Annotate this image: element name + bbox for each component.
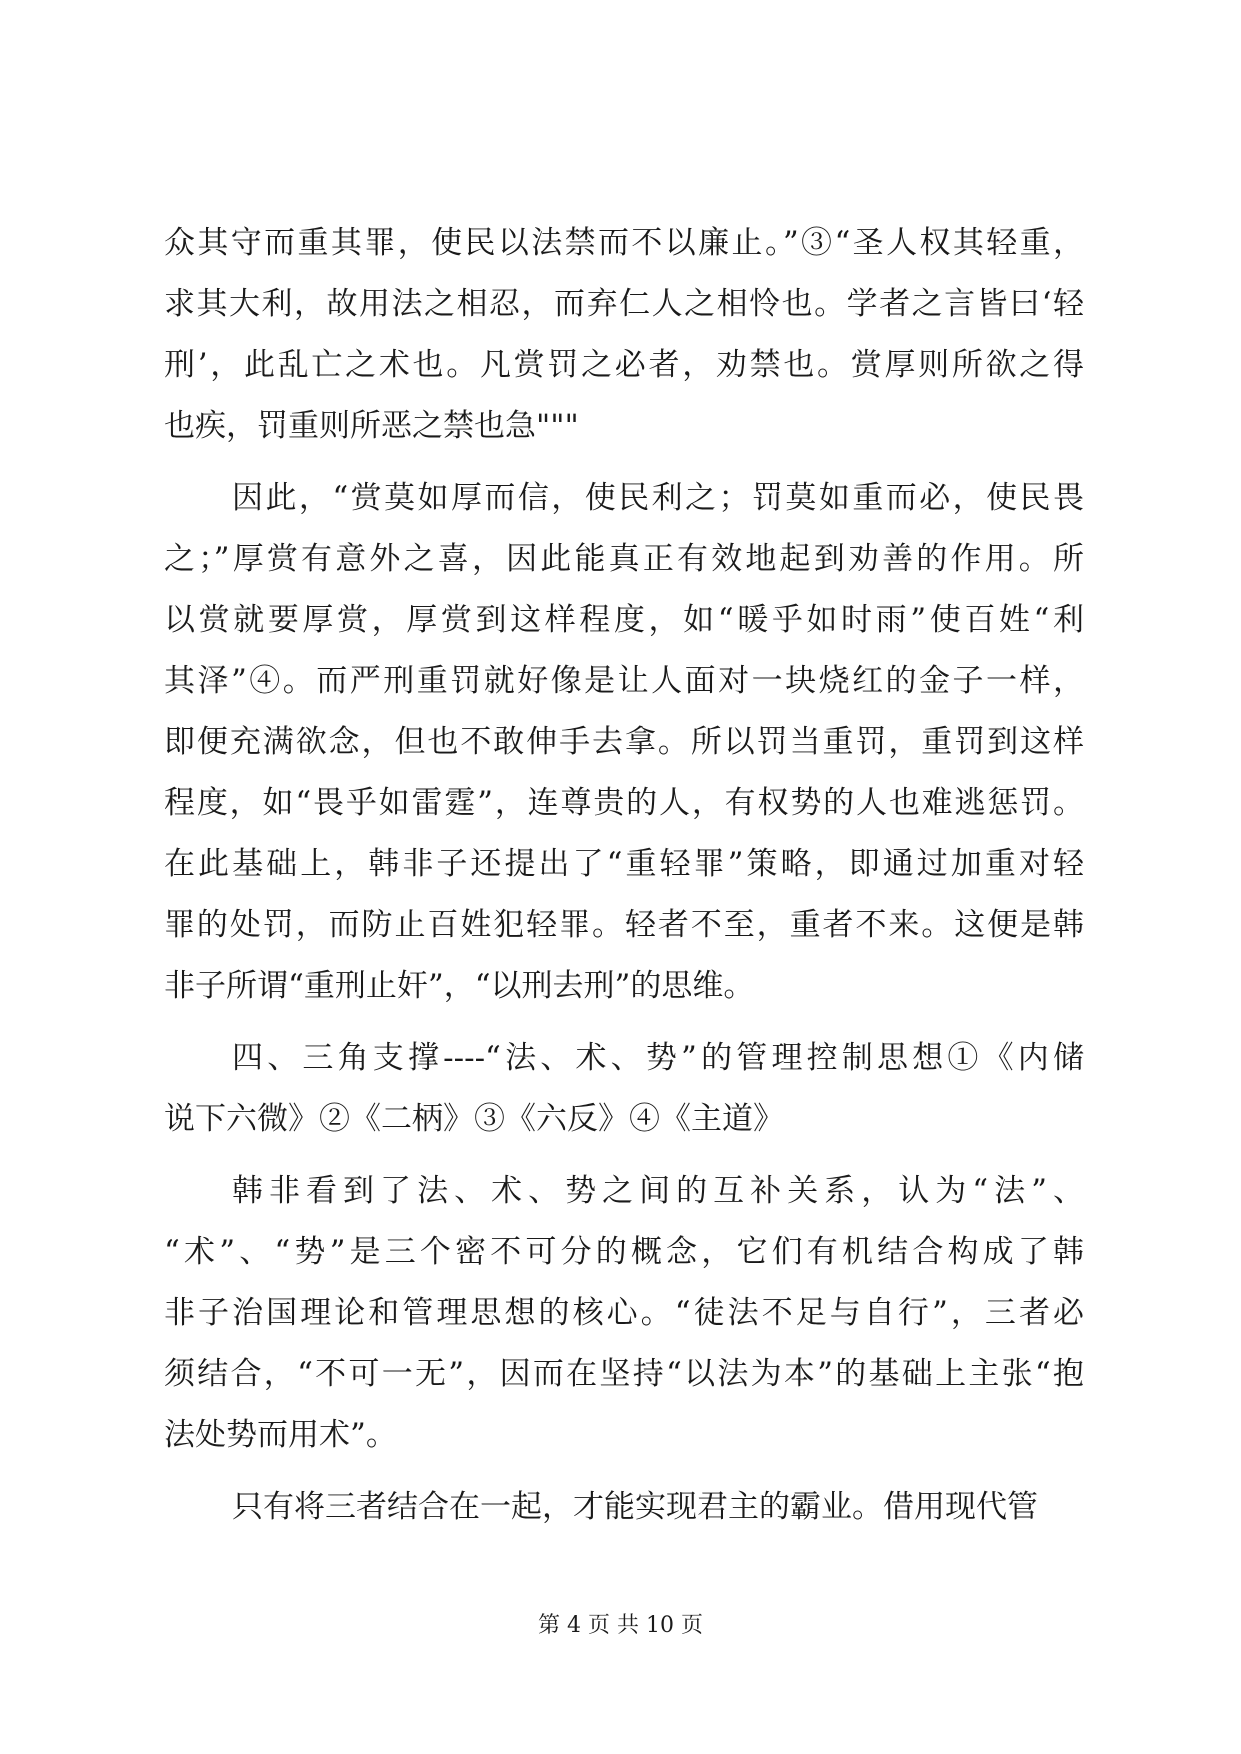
text-line: 只有将三者结合在一起，才能实现君主的霸业。借用现代管 — [232, 1489, 1038, 1525]
text-line: 韩非看到了法、术、势之间的互补关系，认为“法”、 — [232, 1173, 1084, 1209]
text-line: “术”、“势”是三个密不可分的概念，它们有机结合构成了韩 — [164, 1234, 1084, 1270]
text-line: 以赏就要厚赏，厚赏到这样程度，如“暖乎如时雨”使百姓“利 — [164, 602, 1084, 638]
paragraph — [164, 1028, 1084, 1150]
text-line: 说下六微》②《二柄》③《六反》④《主道》 — [164, 1101, 784, 1137]
paragraph — [164, 468, 1084, 1017]
paragraph — [164, 1161, 1084, 1466]
text-line: 之；”厚赏有意外之喜，因此能真正有效地起到劝善的作用。所 — [164, 541, 1084, 577]
paragraph — [164, 213, 1084, 457]
text-line: 即便充满欲念，但也不敢伸手去拿。所以罚当重罚，重罚到这样 — [164, 724, 1084, 760]
text-line: 求其大利，故用法之相忍，而弃仁人之相怜也。学者之言皆曰‘轻 — [164, 286, 1084, 322]
text-line: 法处势而用术”。 — [164, 1417, 397, 1453]
text-line: 四、三角支撑----“法、术、势”的管理控制思想①《内储 — [232, 1040, 1084, 1076]
text-line: 程度，如“畏乎如雷霆”，连尊贵的人，有权势的人也难逃惩罚。 — [164, 785, 1084, 821]
paragraph — [164, 1477, 1084, 1538]
text-line: 众其守而重其罪，使民以法禁而不以廉止。”③“圣人权其轻重， — [164, 225, 1084, 261]
page-footer: 第 4 页 共 10 页 — [538, 1613, 703, 1638]
text-line: 罪的处罚，而防止百姓犯轻罪。轻者不至，重者不来。这便是韩 — [164, 907, 1084, 943]
body-text — [164, 213, 1084, 1538]
text-line: 也疾，罚重则所恶之禁也急""" — [164, 408, 579, 444]
text-line: 刑’，此乱亡之术也。凡赏罚之必者，劝禁也。赏厚则所欲之得 — [164, 347, 1084, 383]
text-line: 在此基础上，韩非子还提出了“重轻罪”策略，即通过加重对轻 — [164, 846, 1084, 882]
text-line: 须结合，“不可一无”，因而在坚持“以法为本”的基础上主张“抱 — [164, 1356, 1084, 1392]
text-line: 其泽”④。而严刑重罚就好像是让人面对一块烧红的金子一样， — [164, 663, 1084, 699]
text-line: 非子治国理论和管理思想的核心。“徒法不足与自行”，三者必 — [164, 1295, 1084, 1331]
text-line: 因此，“赏莫如厚而信，使民利之；罚莫如重而必，使民畏 — [232, 480, 1084, 516]
text-line: 非子所谓“重刑止奸”，“以刑去刑”的思维。 — [164, 968, 755, 1004]
